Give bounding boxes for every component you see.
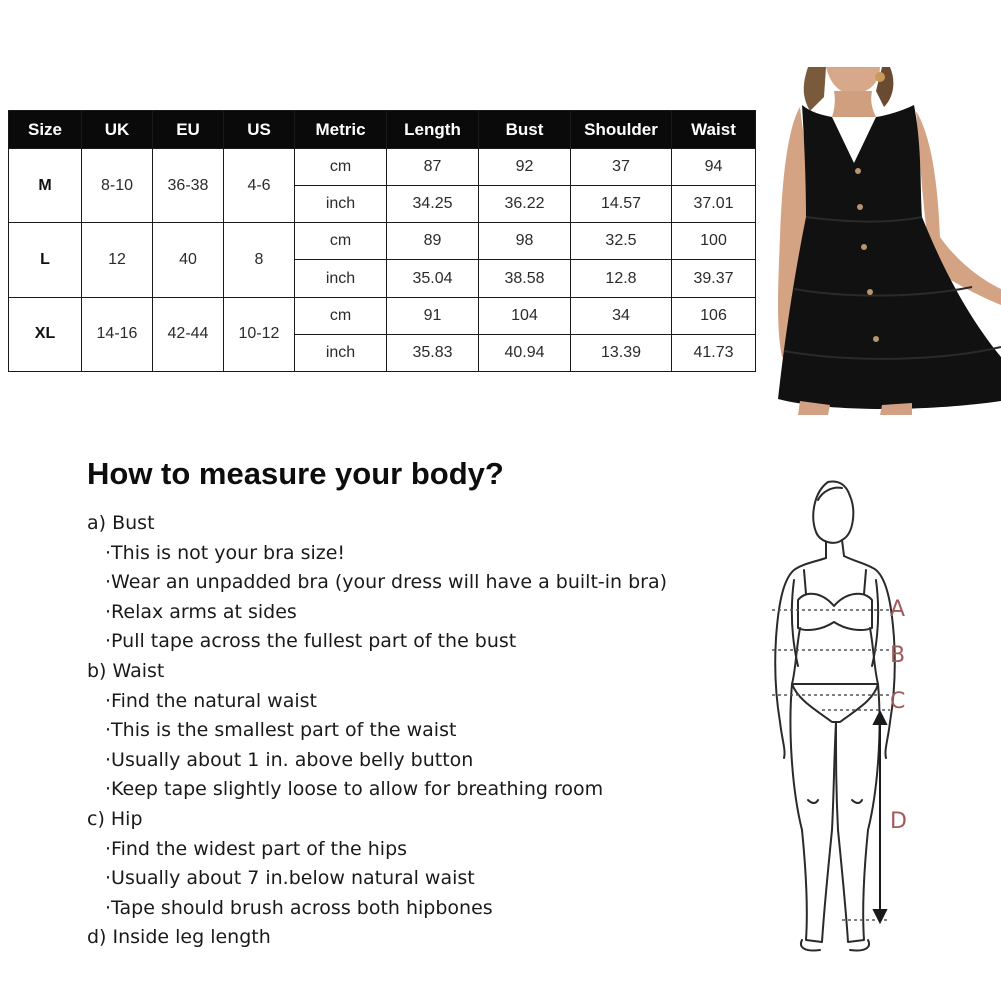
measure-guide-list	[87, 509, 747, 953]
bust-cell: 98	[479, 223, 571, 260]
column-header: Metric	[295, 111, 387, 149]
diagram-label-b: B	[890, 643, 906, 668]
length-cell: 34.25	[387, 186, 479, 223]
guide-point: ·Wear an unpadded bra (your dress will have a built-in bra)	[105, 571, 668, 594]
guide-point: ·This is not your bra size!	[105, 541, 346, 564]
size-cell: XL	[9, 297, 82, 371]
guide-point: ·Pull tape across the fullest part of the bust	[105, 630, 517, 653]
guide-point: ·This is the smallest part of the waist	[105, 719, 457, 742]
bust-cell: 104	[479, 297, 571, 334]
table-row	[9, 149, 756, 186]
guide-heading: a) Bust	[87, 512, 155, 534]
earring-icon	[875, 72, 885, 82]
shoulder-cell: 13.39	[571, 334, 672, 371]
metric-cell: inch	[295, 334, 387, 371]
eu-cell: 42-44	[153, 297, 224, 371]
length-cell: 35.83	[387, 334, 479, 371]
us-cell: 8	[224, 223, 295, 297]
column-header: Shoulder	[571, 111, 672, 149]
guide-point: ·Find the natural waist	[105, 689, 317, 712]
waist-cell: 41.73	[672, 334, 756, 371]
guide-point: ·Relax arms at sides	[105, 600, 297, 623]
column-header: US	[224, 111, 295, 149]
guide-point: ·Usually about 7 in.below natural waist	[105, 867, 475, 890]
shoulder-cell: 32.5	[571, 223, 672, 260]
guide-point: ·Keep tape slightly loose to allow for breathing room	[105, 778, 604, 801]
column-header: Bust	[479, 111, 571, 149]
shoulder-cell: 34	[571, 297, 672, 334]
guide-heading: d) Inside leg length	[87, 926, 271, 949]
us-cell: 4-6	[224, 149, 295, 223]
us-cell: 10-12	[224, 297, 295, 371]
column-header: Length	[387, 111, 479, 149]
bust-cell: 92	[479, 149, 571, 186]
waist-cell: 106	[672, 297, 756, 334]
metric-cell: cm	[295, 149, 387, 186]
uk-cell: 12	[82, 223, 153, 297]
length-cell: 35.04	[387, 260, 479, 297]
waist-cell: 94	[672, 149, 756, 186]
length-cell: 87	[387, 149, 479, 186]
eu-cell: 36-38	[153, 149, 224, 223]
uk-cell: 8-10	[82, 149, 153, 223]
length-cell: 89	[387, 223, 479, 260]
size-chart-table	[8, 110, 756, 372]
guide-point: ·Find the widest part of the hips	[105, 837, 408, 860]
guide-point: ·Usually about 1 in. above belly button	[105, 748, 474, 771]
guide-title: How to measure your body?	[87, 456, 504, 491]
metric-cell: inch	[295, 186, 387, 223]
metric-cell: cm	[295, 223, 387, 260]
column-header: Size	[9, 111, 82, 149]
size-cell: M	[9, 149, 82, 223]
dress-product-photo	[772, 67, 1001, 415]
uk-cell: 14-16	[82, 297, 153, 371]
waist-cell: 100	[672, 223, 756, 260]
column-header: Waist	[672, 111, 756, 149]
diagram-label-c: C	[890, 689, 906, 714]
waist-cell: 39.37	[672, 260, 756, 297]
shoulder-cell: 12.8	[571, 260, 672, 297]
eu-cell: 40	[153, 223, 224, 297]
column-header: EU	[153, 111, 224, 149]
shoulder-cell: 37	[571, 149, 672, 186]
metric-cell: cm	[295, 297, 387, 334]
size-cell: L	[9, 223, 82, 297]
column-header: UK	[82, 111, 153, 149]
metric-cell: inch	[295, 260, 387, 297]
bust-cell: 40.94	[479, 334, 571, 371]
table-row	[9, 223, 756, 260]
bust-cell: 38.58	[479, 260, 571, 297]
length-cell: 91	[387, 297, 479, 334]
body-measurement-diagram	[762, 470, 1001, 960]
diagram-label-a: A	[890, 597, 906, 622]
table-row	[9, 297, 756, 334]
guide-point: ·Tape should brush across both hipbones	[105, 896, 493, 919]
diagram-label-d: D	[890, 809, 907, 834]
bust-cell: 36.22	[479, 186, 571, 223]
guide-heading: c) Hip	[87, 807, 143, 830]
shoulder-cell: 14.57	[571, 186, 672, 223]
table-header-row	[9, 111, 756, 149]
guide-heading: b) Waist	[87, 659, 165, 682]
waist-cell: 37.01	[672, 186, 756, 223]
